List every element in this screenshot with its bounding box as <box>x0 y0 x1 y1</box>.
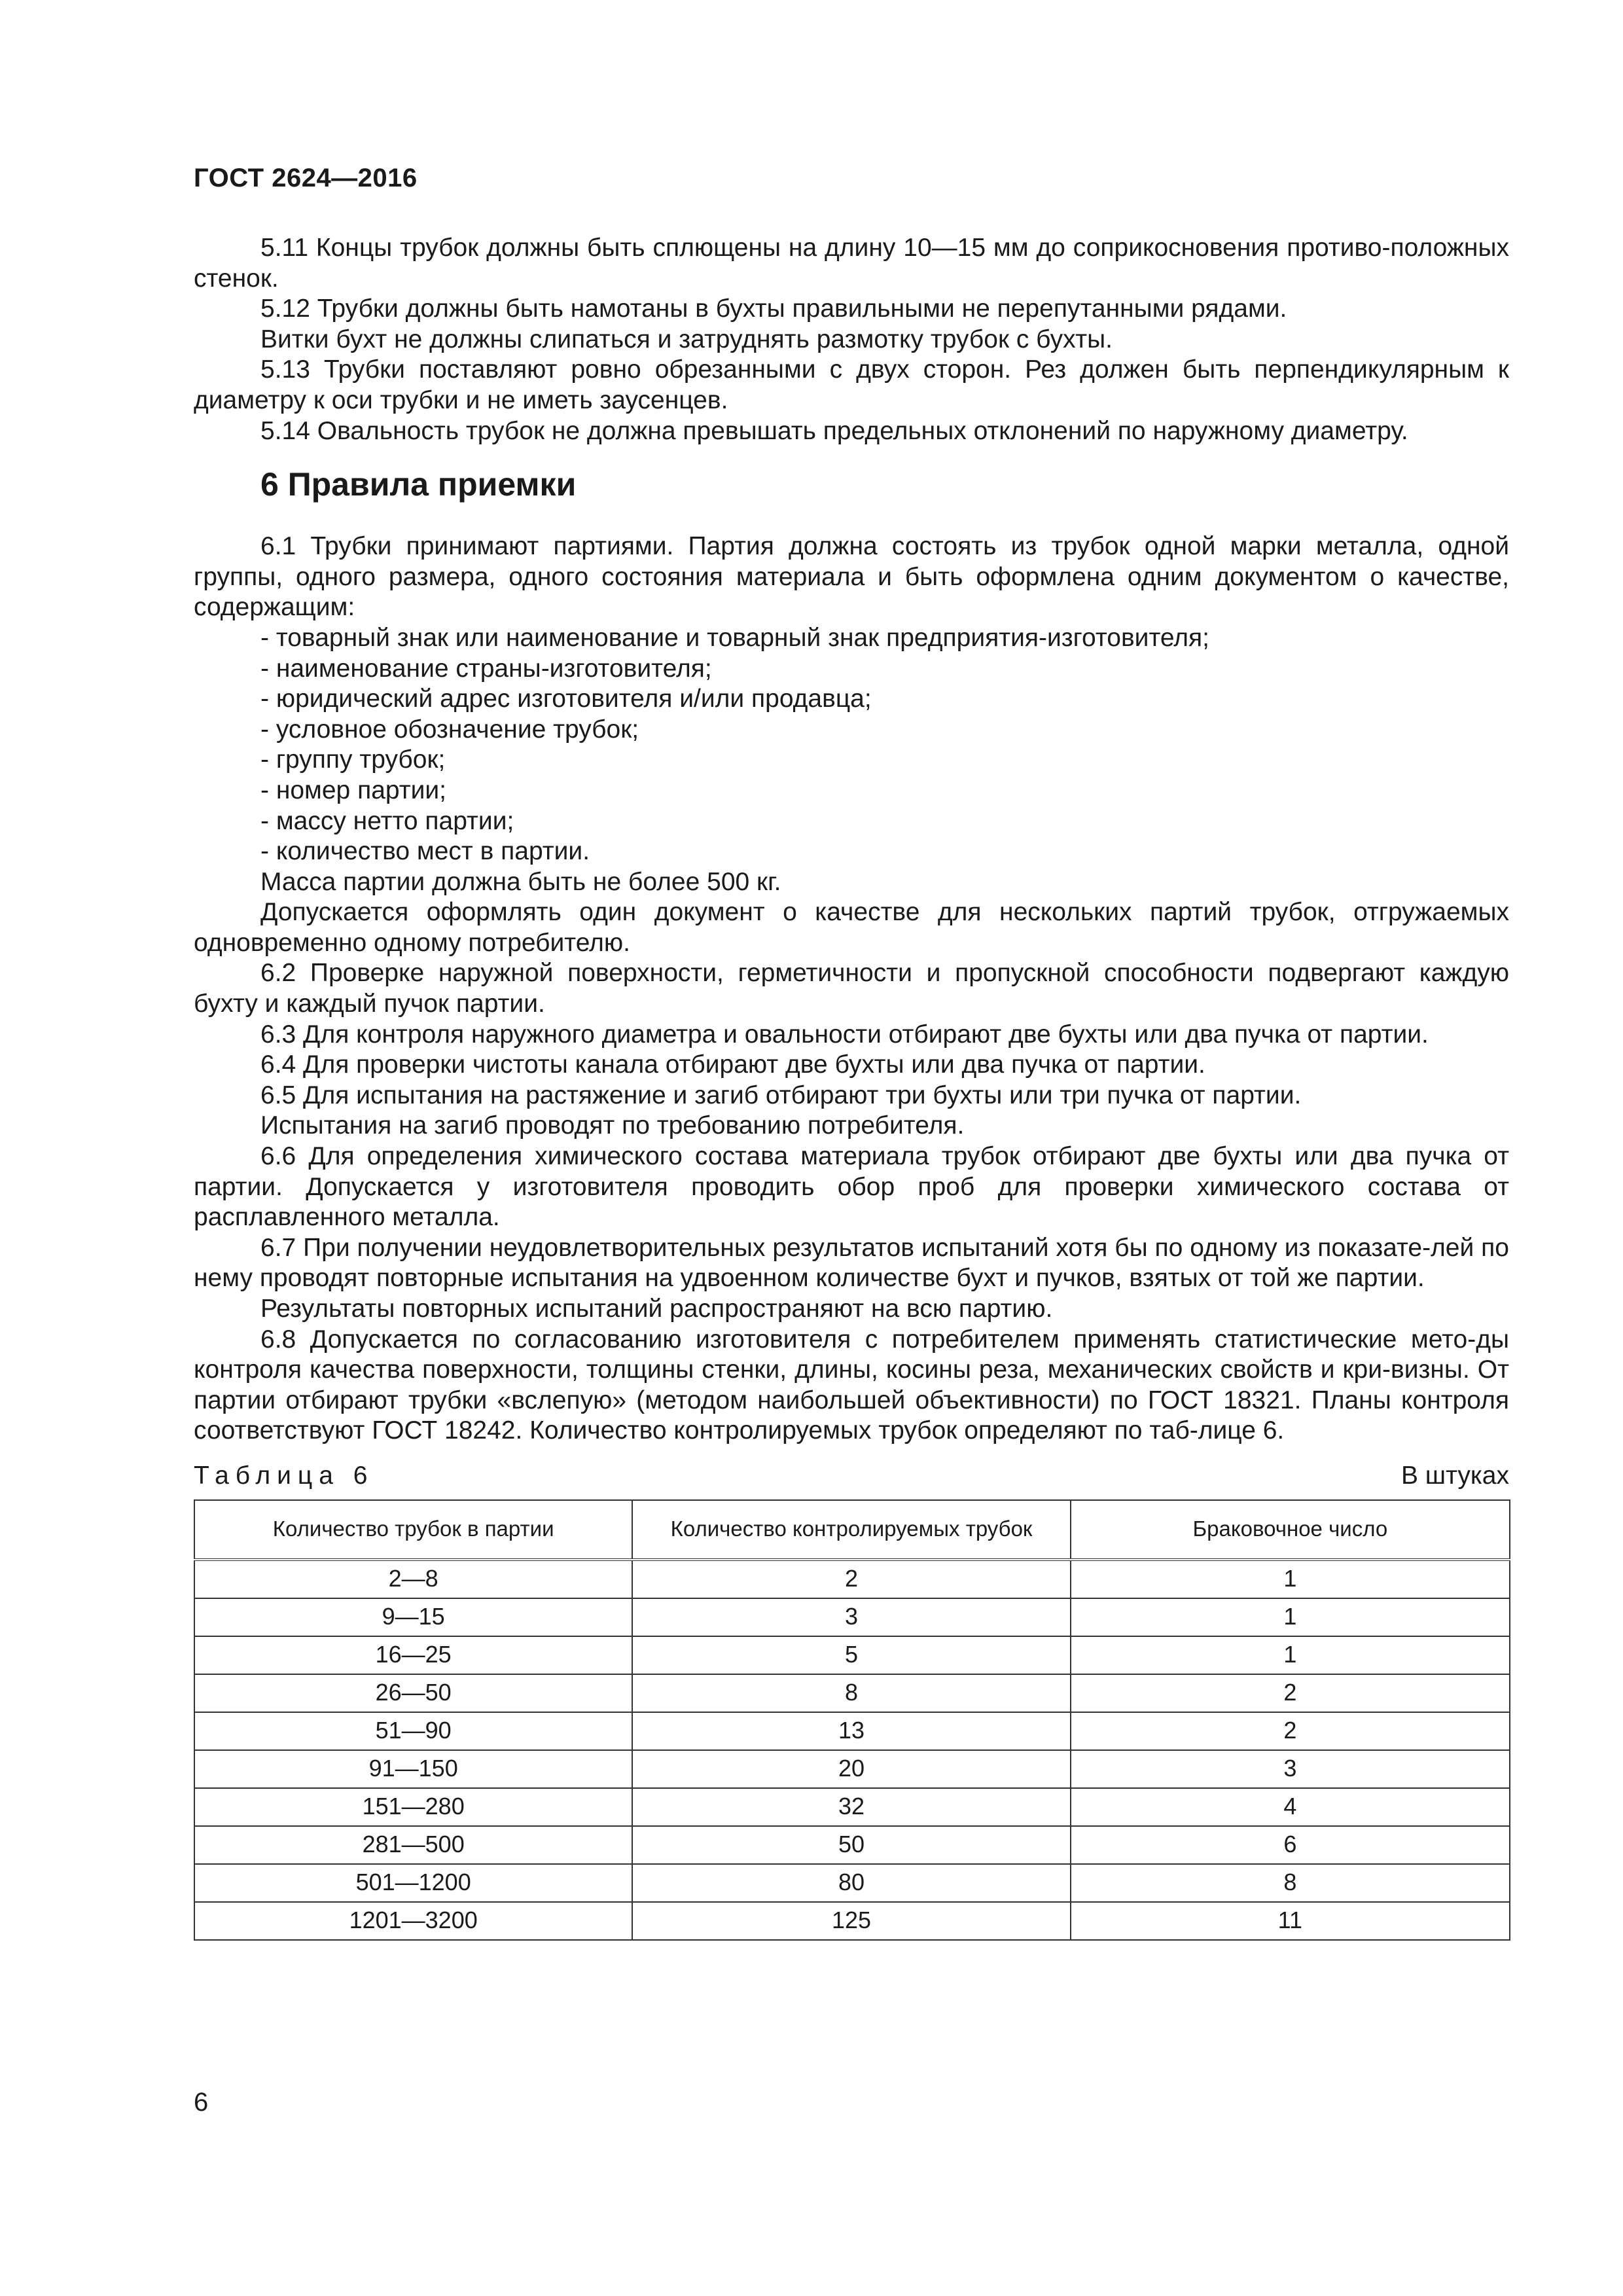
cell-batch-size: 1201—3200 <box>194 1902 632 1940</box>
header-reject-number: Браковочное число <box>1071 1500 1510 1560</box>
cell-reject-number: 8 <box>1071 1864 1510 1902</box>
section-heading: 6 Правила приемки <box>260 466 577 503</box>
cell-batch-size: 2—8 <box>194 1560 632 1598</box>
header-batch-size: Количество трубок в партии <box>194 1500 632 1560</box>
cell-sample-size: 20 <box>632 1750 1070 1788</box>
cell-reject-number: 1 <box>1071 1598 1510 1636</box>
list-item: - массу нетто партии; <box>260 806 514 835</box>
table-row <box>194 1636 1510 1674</box>
table-row <box>194 1674 1510 1712</box>
table-header-row <box>194 1500 1510 1560</box>
paragraph-6-1: 6.1 Трубки принимают партиями. Партия должна состоять из трубок одной марки металла, одной группы, одного размера, одного состояния материала и быть оформлена одним документом о качестве, содержащим: <box>194 532 1509 622</box>
cell-batch-size: 9—15 <box>194 1598 632 1636</box>
sampling-table <box>194 1499 1510 1941</box>
list-item: - наименование страны-изготовителя; <box>260 654 712 683</box>
list-item: - условное обозначение трубок; <box>260 715 639 744</box>
cell-reject-number: 1 <box>1071 1636 1510 1674</box>
cell-sample-size: 8 <box>632 1674 1070 1712</box>
header-sample-size: Количество контролируемых трубок <box>632 1500 1070 1560</box>
cell-reject-number: 3 <box>1071 1750 1510 1788</box>
cell-sample-size: 50 <box>632 1826 1070 1864</box>
document-header: ГОСТ 2624—2016 <box>194 164 418 192</box>
cell-batch-size: 91—150 <box>194 1750 632 1788</box>
table-row <box>194 1864 1510 1902</box>
list-item: - группу трубок; <box>260 745 446 774</box>
paragraph-6-5: 6.5 Для испытания на растяжение и загиб отбирают три бухты или три пучка от партии. <box>260 1081 1302 1109</box>
cell-sample-size: 13 <box>632 1712 1070 1750</box>
cell-reject-number: 4 <box>1071 1788 1510 1826</box>
paragraph-mass: Масса партии должна быть не более 500 кг. <box>260 867 781 896</box>
list-item: - юридический адрес изготовителя и/или продавца; <box>260 685 872 713</box>
table-caption: Таблица 6 <box>194 1461 374 1490</box>
document-body <box>194 233 1509 1941</box>
table-row <box>194 1598 1510 1636</box>
table-row <box>194 1750 1510 1788</box>
cell-sample-size: 125 <box>632 1902 1070 1940</box>
cell-sample-size: 5 <box>632 1636 1070 1674</box>
cell-reject-number: 2 <box>1071 1674 1510 1712</box>
paragraph-6-6: 6.6 Для определения химического состава материала трубок отбирают две бухты или два пучка от партии. Допускается у изготовителя проводить обор проб для проверки химического состава от расплавленного металла. <box>194 1142 1509 1232</box>
paragraph-5-12b: Витки бухт не должны слипаться и затруднять размотку трубок с бухты. <box>260 325 1113 353</box>
paragraph-6-2: 6.2 Проверке наружной поверхности, герметичности и пропускной способности подвергают каждую бухту и каждый пучок партии. <box>194 959 1509 1018</box>
table-row <box>194 1902 1510 1940</box>
paragraph-6-3: 6.3 Для контроля наружного диаметра и овальности отбирают две бухты или два пучка от партии. <box>260 1020 1429 1049</box>
cell-batch-size: 281—500 <box>194 1826 632 1864</box>
paragraph-6-4: 6.4 Для проверки чистоты канала отбирают две бухты или два пучка от партии. <box>260 1050 1205 1079</box>
cell-batch-size: 51—90 <box>194 1712 632 1750</box>
cell-reject-number: 2 <box>1071 1712 1510 1750</box>
paragraph-5-11: 5.11 Концы трубок должны быть сплющены на длину 10—15 мм до соприкосновения противо-положных стенок. <box>194 234 1509 293</box>
page-number: 6 <box>194 2088 209 2117</box>
paragraph-6-7: 6.7 При получении неудовлетворительных результатов испытаний хотя бы по одному из показате-лей по нему проводят повторные испытания на удвоенном количестве бухт и пучков, взятых от той же партии. <box>194 1233 1509 1293</box>
paragraph-6-5b: Испытания на загиб проводят по требованию потребителя. <box>260 1111 965 1140</box>
table-row <box>194 1788 1510 1826</box>
table-row <box>194 1826 1510 1864</box>
list-item: - товарный знак или наименование и товарный знак предприятия-изготовителя; <box>260 623 1209 652</box>
list-item: - количество мест в партии. <box>260 837 590 866</box>
cell-reject-number: 6 <box>1071 1826 1510 1864</box>
cell-sample-size: 2 <box>632 1560 1070 1598</box>
table-units: В штуках <box>1400 1461 1509 1490</box>
table-caption-row <box>194 1461 1509 1492</box>
paragraph-5-13: 5.13 Трубки поставляют ровно обрезанными с двух сторон. Рез должен быть перпендикулярным к диаметру к оси трубки и не иметь заусенцев. <box>194 355 1509 414</box>
list-item: - номер партии; <box>260 776 446 804</box>
table-row <box>194 1560 1510 1598</box>
paragraph-5-12: 5.12 Трубки должны быть намотаны в бухты правильными не перепутанными рядами. <box>260 295 1287 323</box>
cell-sample-size: 80 <box>632 1864 1070 1902</box>
cell-batch-size: 501—1200 <box>194 1864 632 1902</box>
cell-batch-size: 26—50 <box>194 1674 632 1712</box>
cell-sample-size: 3 <box>632 1598 1070 1636</box>
cell-reject-number: 11 <box>1071 1902 1510 1940</box>
paragraph-document: Допускается оформлять один документ о качестве для нескольких партий трубок, отгружаемых одновременно одному потребителю. <box>194 898 1509 957</box>
paragraph-6-8: 6.8 Допускается по согласованию изготовителя с потребителем применять статистические мето-ды контроля качества поверхности, толщины стенки, длины, косины реза, механических свойств и кри-визны. От партии отбирают трубки «вслепую» (методом наибольшей объективности) по ГОСТ 18321. Планы контроля соответствуют ГОСТ 18242. Количество контролируемых трубок определяют по таб-лице 6. <box>194 1325 1509 1445</box>
paragraph-5-14: 5.14 Овальность трубок не должна превышать предельных отклонений по наружному диаметру. <box>260 416 1408 445</box>
cell-sample-size: 32 <box>632 1788 1070 1826</box>
cell-batch-size: 151—280 <box>194 1788 632 1826</box>
cell-reject-number: 1 <box>1071 1560 1510 1598</box>
paragraph-6-7b: Результаты повторных испытаний распространяют на всю партию. <box>260 1295 1053 1323</box>
cell-batch-size: 16—25 <box>194 1636 632 1674</box>
table-row <box>194 1712 1510 1750</box>
